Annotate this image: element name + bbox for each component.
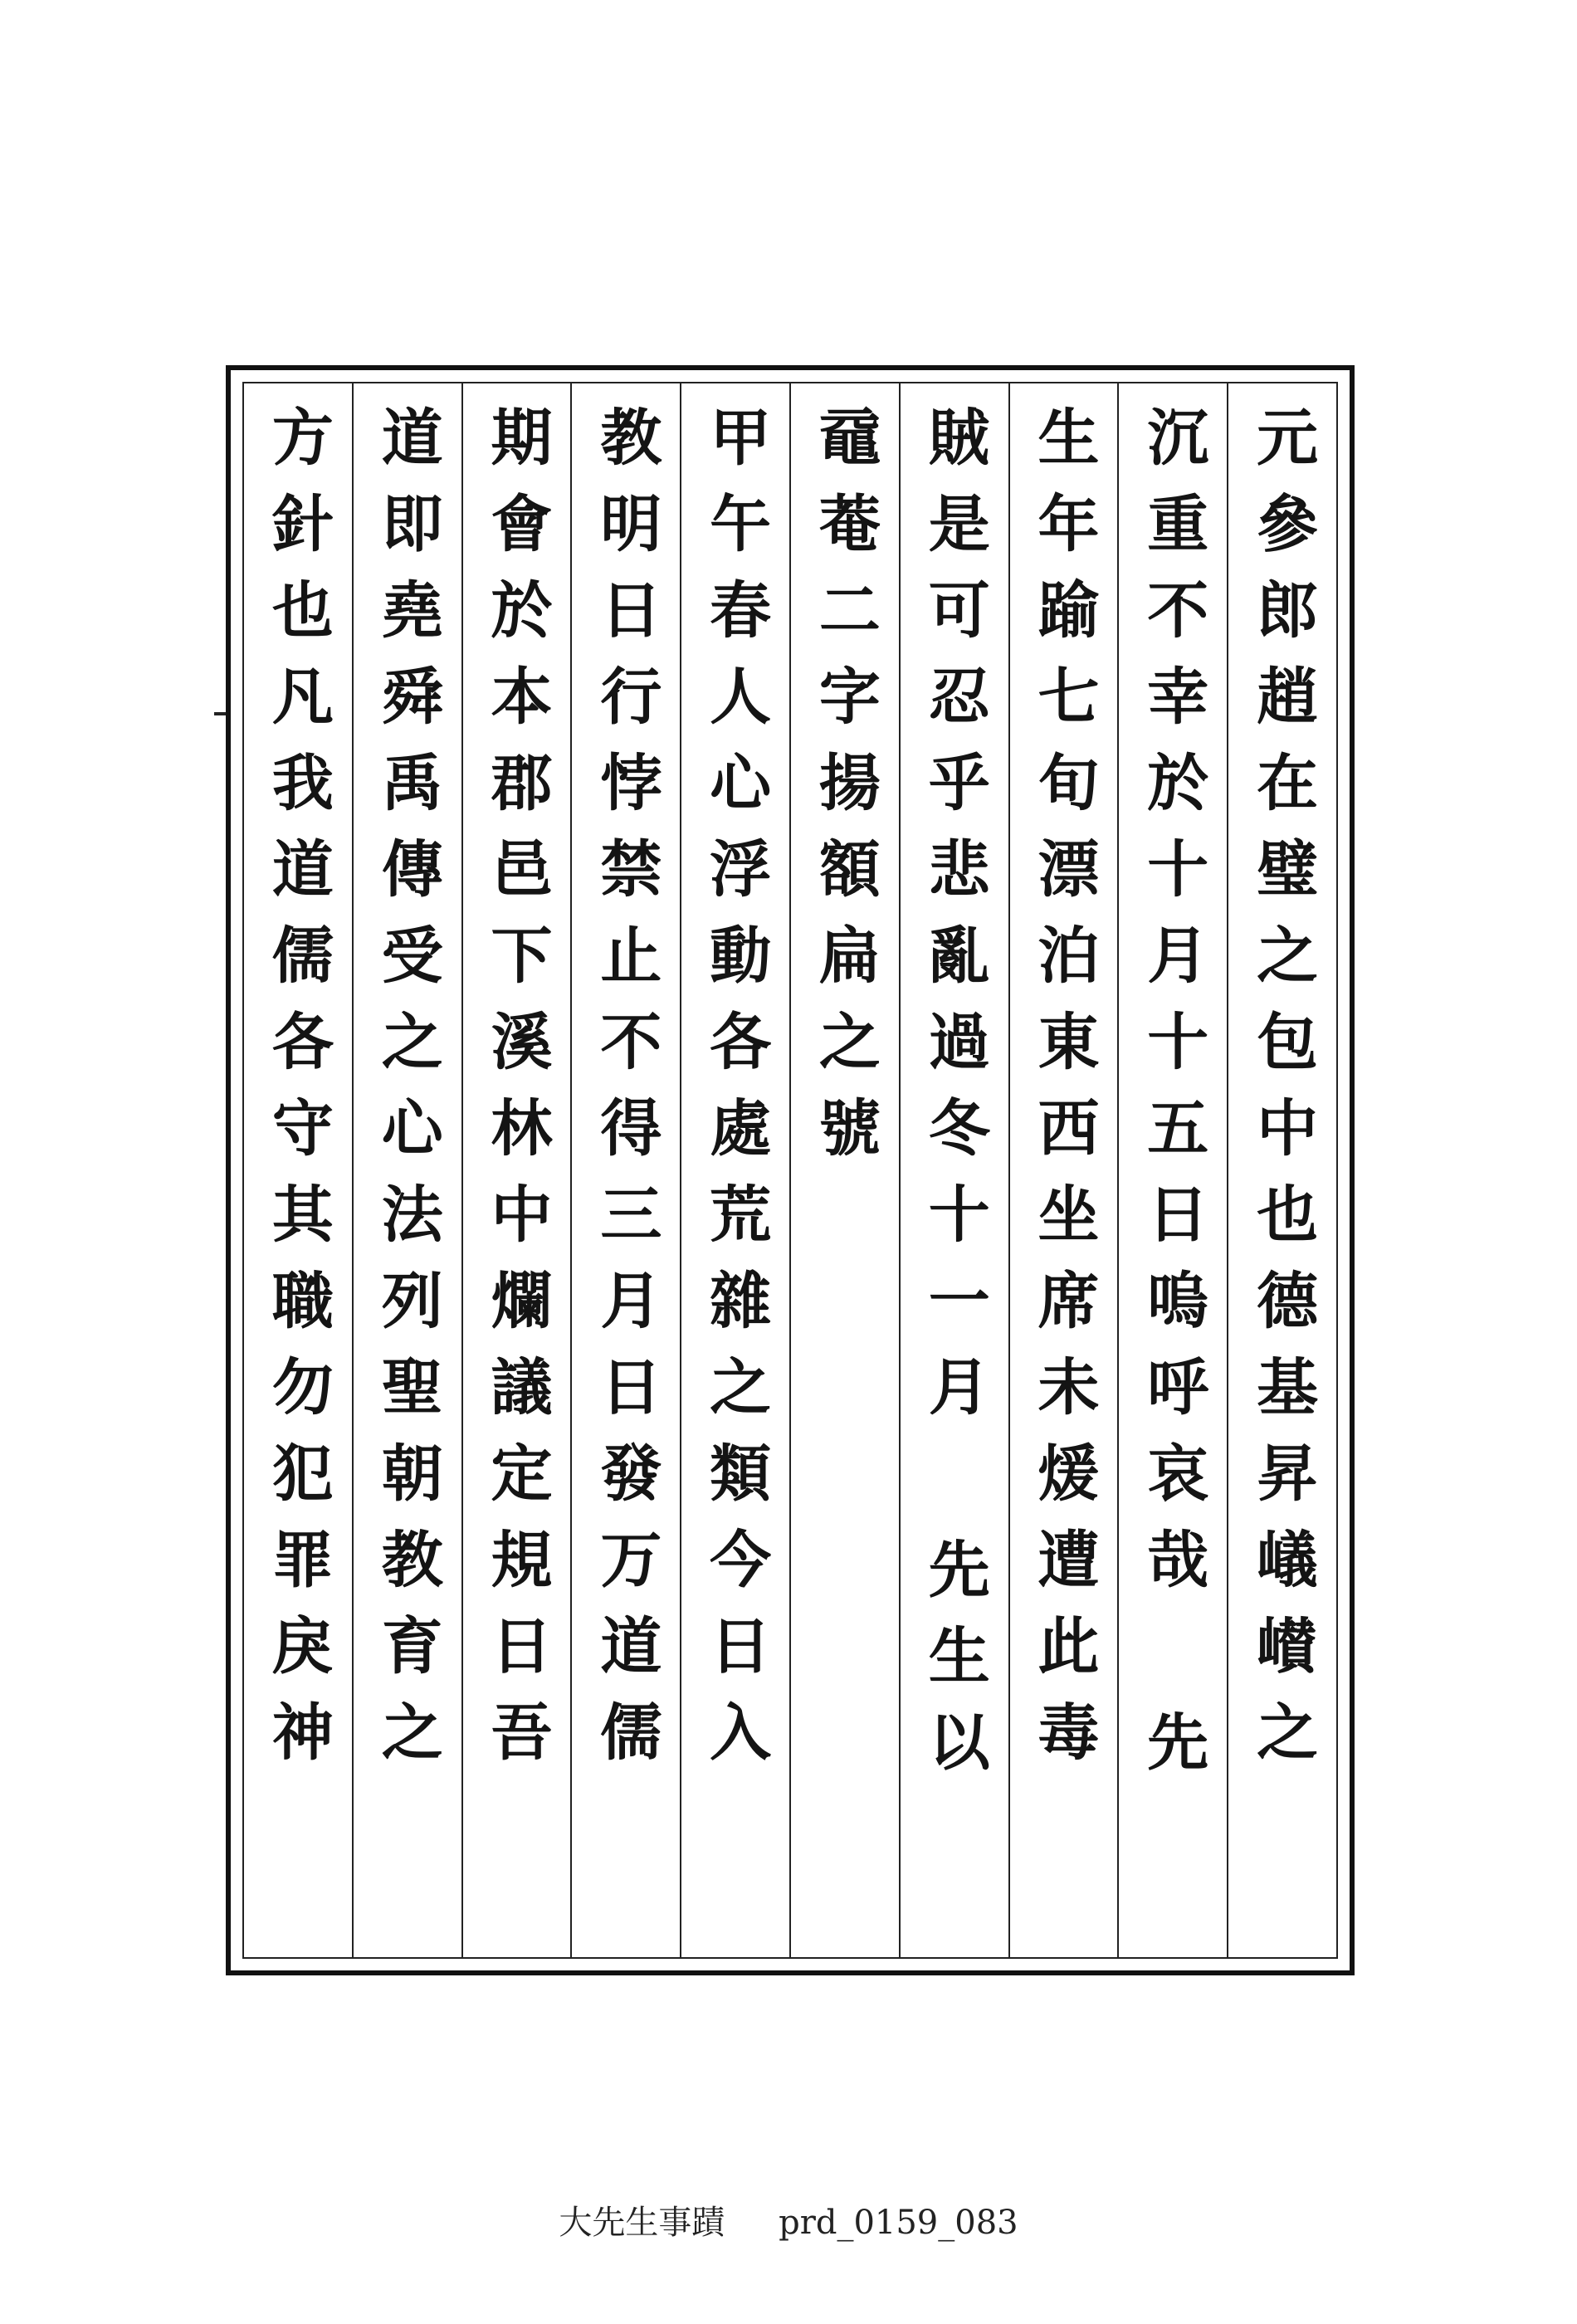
text-column-10: [244, 383, 352, 1957]
text-column-4: [899, 383, 1008, 1957]
column-text: 道即堯舜禹傳受之心法列聖朝教育之: [371, 405, 443, 1786]
column-text: 期會於本郡邑下溪林中爛議定規日吾: [481, 405, 553, 1786]
text-column-8: [461, 383, 571, 1957]
text-frame: [226, 365, 1355, 1975]
text-column-3: [1008, 383, 1118, 1957]
text-columns: [244, 383, 1336, 1957]
text-column-7: [570, 383, 680, 1957]
column-text: 生年踰七旬漂泊東西坐席未煖遭此毒: [1028, 405, 1100, 1786]
footer-page-id: prd_0159_083: [779, 2204, 1018, 2242]
text-frame-inner: [242, 382, 1338, 1959]
text-column-1: [1227, 383, 1336, 1957]
column-text: 賊是可忍乎悲亂過冬十一月 先生以: [918, 405, 990, 1796]
column-text: 沉重不幸於十月十五日嗚呼哀哉 先: [1137, 405, 1209, 1796]
text-column-2: [1117, 383, 1227, 1957]
text-column-5: [789, 383, 899, 1957]
column-text: 元參郎趙在璧之包中也德基昇嶬㠝之: [1247, 405, 1319, 1786]
column-text: 方針也凡我道儒各守其職勿犯罪戾神: [261, 405, 334, 1786]
footer-title: 大先生事蹟: [559, 2204, 725, 2242]
column-text: 甲午春人心浮動各處荒雜之類今日入: [700, 405, 772, 1786]
column-text: 教明日行悖禁止不得三月日發万道儒: [590, 405, 662, 1786]
page-footer: [0, 2196, 1577, 2243]
column-text: 黿菴二字揚額扁之號: [808, 405, 881, 1182]
text-column-6: [680, 383, 789, 1957]
text-column-9: [352, 383, 461, 1957]
